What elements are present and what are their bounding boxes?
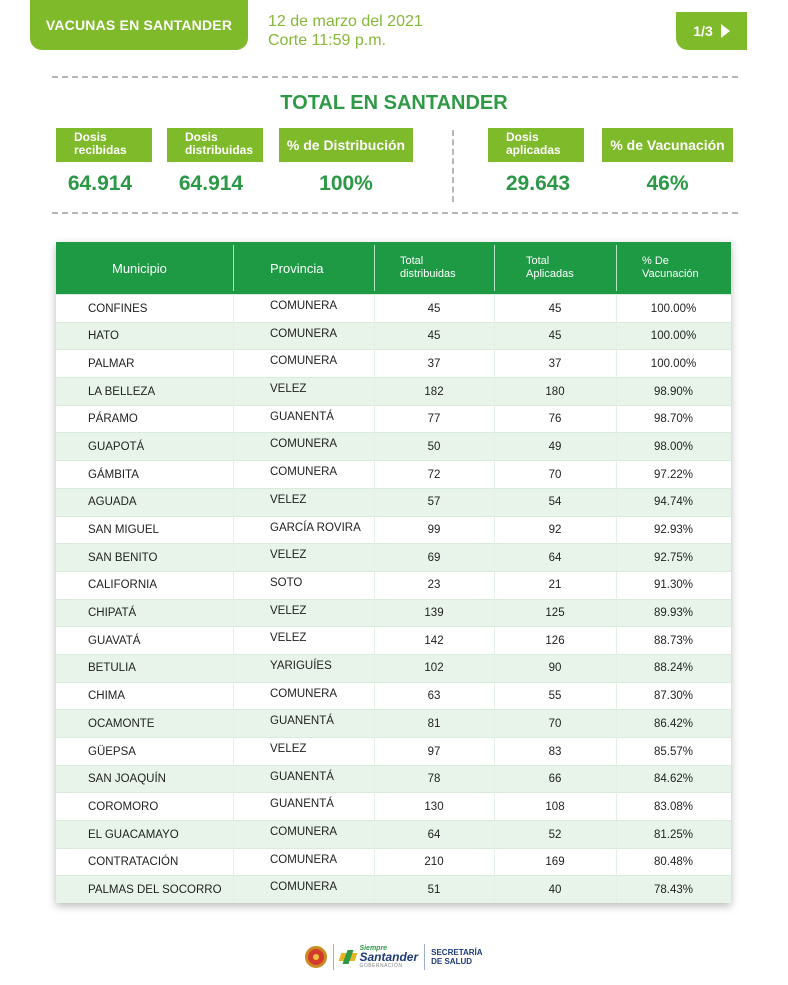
cell-pct-vacunacion: 89.93% [653, 607, 693, 620]
footer-divider [333, 944, 334, 970]
cell-aplicadas: 66 [548, 773, 562, 786]
cell-aplicadas: 76 [548, 413, 562, 426]
cell-provincia: COMUNERA [270, 853, 338, 866]
cell-pct-vacunacion: 100.00% [650, 357, 697, 370]
cell-provincia: VELEZ [270, 632, 307, 645]
cell-aplicadas: 55 [548, 690, 562, 703]
cell-distribuidas: 45 [427, 330, 441, 343]
table-body [56, 294, 731, 903]
header-pct-vacunacion: % De Vacunación [642, 255, 699, 280]
cell-pct-vacunacion: 88.24% [653, 662, 693, 675]
page-indicator-button[interactable] [676, 12, 747, 50]
cell-provincia: COMUNERA [270, 687, 338, 700]
table-header [56, 242, 731, 294]
cell-pct-vacunacion: 98.90% [653, 385, 693, 398]
cell-distribuidas: 142 [424, 634, 444, 647]
cell-aplicadas: 49 [548, 440, 562, 453]
cell-municipio: EL GUACAMAYO [88, 828, 179, 841]
cell-municipio: CONTRATACIÓN [88, 856, 179, 869]
report-date: 12 de marzo del 2021 [268, 13, 423, 30]
cell-distribuidas: 81 [427, 717, 441, 730]
cell-aplicadas: 21 [548, 579, 562, 592]
stat-label-pct-distribucion: % de Distribución [279, 128, 413, 162]
cell-provincia: COMUNERA [270, 881, 338, 894]
cell-distribuidas: 72 [427, 468, 441, 481]
cell-aplicadas: 83 [548, 745, 562, 758]
table-row [56, 294, 731, 322]
table-row [56, 875, 731, 903]
header-total-aplicadas: Total Aplicadas [526, 255, 574, 280]
cell-provincia: VELEZ [270, 743, 307, 755]
report-cutoff: Corte 11:59 p.m. [268, 32, 386, 49]
cell-provincia: COMUNERA [270, 355, 338, 368]
cell-pct-vacunacion: 81.25% [653, 828, 693, 841]
cell-distribuidas: 139 [424, 607, 444, 620]
cell-municipio: BETULIA [88, 662, 136, 675]
summary-separator [452, 130, 454, 202]
cell-aplicadas: 169 [545, 856, 565, 869]
brand-main-text: Santander [359, 949, 419, 964]
cell-pct-vacunacion: 100.00% [650, 330, 697, 343]
cell-aplicadas: 126 [545, 634, 565, 647]
cell-aplicadas: 45 [548, 302, 562, 315]
cell-pct-vacunacion: 92.75% [653, 551, 693, 564]
cell-aplicadas: 108 [545, 800, 565, 813]
date-block [268, 12, 423, 50]
column-divider [616, 294, 617, 903]
cell-provincia: COMUNERA [270, 466, 338, 479]
secretaria-line-2: DE SALUD [431, 957, 473, 966]
cell-municipio: SAN JOAQUÍN [88, 773, 166, 786]
summary-title: TOTAL EN SANTANDER [280, 92, 508, 114]
siempre-santander-logo [340, 944, 418, 971]
cell-provincia: GUANENTÁ [270, 410, 334, 423]
cell-municipio: CONFINES [88, 302, 148, 315]
cell-distribuidas: 45 [427, 302, 441, 315]
chevron-right-icon [721, 24, 730, 38]
cell-distribuidas: 69 [427, 551, 441, 564]
cell-distribuidas: 63 [427, 690, 441, 703]
cell-pct-vacunacion: 83.08% [653, 800, 693, 813]
stat-label-dosis-recibidas: Dosis recibidas [56, 128, 152, 162]
table-row [56, 848, 731, 876]
table-row [56, 737, 731, 765]
column-divider [233, 294, 234, 903]
divider-top [52, 76, 738, 78]
cell-provincia: GUANENTÁ [270, 770, 334, 783]
cell-pct-vacunacion: 98.00% [653, 440, 693, 453]
brand-top-text: Siempre [359, 944, 388, 952]
table-row [56, 682, 731, 710]
table-row [56, 626, 731, 654]
cell-aplicadas: 70 [548, 468, 562, 481]
divider-bottom [52, 212, 738, 214]
stat-label-dosis-aplicadas: Dosis aplicadas [488, 128, 584, 162]
cell-distribuidas: 50 [427, 440, 441, 453]
cell-aplicadas: 125 [545, 607, 565, 620]
cell-municipio: CALIFORNIA [88, 579, 158, 592]
secretaria-salud-logo [431, 948, 482, 966]
column-divider [494, 294, 495, 903]
cell-municipio: COROMORO [88, 800, 159, 813]
cell-municipio: OCAMONTE [88, 717, 155, 730]
stat-value-pct-vacunacion: 46% [646, 172, 689, 195]
table-row [56, 765, 731, 793]
cell-provincia: COMUNERA [270, 826, 338, 839]
cell-municipio: GÁMBITA [88, 468, 139, 481]
cell-distribuidas: 210 [424, 856, 444, 869]
cell-aplicadas: 90 [548, 662, 562, 675]
cell-municipio: PÁRAMO [88, 413, 138, 426]
header-provincia: Provincia [270, 260, 324, 276]
cell-municipio: PALMAR [88, 357, 135, 370]
cell-distribuidas: 182 [424, 385, 444, 398]
table-row [56, 820, 731, 848]
cell-pct-vacunacion: 100.00% [650, 302, 697, 315]
cell-provincia: SOTO [270, 576, 303, 589]
cell-provincia: COMUNERA [270, 327, 338, 340]
cell-aplicadas: 40 [548, 883, 562, 896]
cell-provincia: VELEZ [270, 493, 307, 506]
stat-value-pct-distribucion: 100% [319, 172, 373, 195]
cell-pct-vacunacion: 91.30% [653, 579, 693, 592]
cell-distribuidas: 77 [427, 413, 441, 426]
cell-aplicadas: 54 [548, 496, 562, 509]
table-row [56, 516, 731, 544]
cell-provincia: VELEZ [270, 549, 307, 562]
gobernacion-seal-icon [305, 946, 327, 968]
cell-distribuidas: 57 [427, 496, 441, 509]
cell-municipio: PALMAS DEL SOCORRO [88, 883, 222, 896]
cell-aplicadas: 92 [548, 524, 562, 536]
table-row [56, 322, 731, 350]
cell-distribuidas: 97 [427, 745, 441, 758]
cell-aplicadas: 52 [548, 828, 562, 841]
cell-pct-vacunacion: 84.62% [653, 773, 693, 786]
cell-municipio: GÜEPSA [88, 745, 136, 758]
cell-pct-vacunacion: 80.48% [653, 856, 693, 869]
cell-municipio: LA BELLEZA [88, 385, 156, 398]
cell-aplicadas: 37 [548, 357, 562, 370]
cell-municipio: CHIMA [88, 690, 126, 703]
cell-aplicadas: 64 [548, 551, 562, 564]
cell-pct-vacunacion: 87.30% [653, 690, 693, 703]
table-row [56, 488, 731, 516]
cell-pct-vacunacion: 94.74% [653, 496, 693, 509]
header-divider [233, 245, 234, 291]
cell-provincia: GARCÍA ROVIRA [270, 521, 361, 534]
brand-sub-text: GOBERNACIÓN [359, 962, 403, 969]
stat-label-dosis-distribuidas: Dosis distribuidas [167, 128, 263, 162]
column-divider [374, 294, 375, 903]
santander-leaf-icon [340, 950, 356, 964]
cell-provincia: VELEZ [270, 383, 307, 396]
cell-pct-vacunacion: 78.43% [653, 883, 693, 896]
cell-provincia: YARIGUÍES [270, 659, 332, 672]
stat-value-dosis-distribuidas: 64.914 [178, 172, 244, 195]
header-total-distribuidas: Total distribuidas [400, 255, 456, 280]
cell-distribuidas: 23 [427, 579, 441, 592]
table-row [56, 599, 731, 627]
table-row [56, 571, 731, 599]
cell-distribuidas: 130 [424, 800, 444, 813]
cell-municipio: GUAPOTÁ [88, 440, 145, 453]
cell-distribuidas: 64 [427, 828, 441, 841]
cell-aplicadas: 45 [548, 330, 562, 343]
cell-provincia: GUANENTÁ [270, 798, 334, 811]
cell-municipio: HATO [88, 330, 119, 343]
cell-distribuidas: 51 [427, 883, 441, 896]
secretaria-line-1: SECRETARÍA [431, 948, 483, 957]
cell-pct-vacunacion: 88.73% [653, 634, 693, 647]
table-row [56, 654, 731, 682]
header-divider [494, 245, 495, 291]
table-row [56, 377, 731, 405]
cell-aplicadas: 70 [548, 717, 562, 730]
cell-municipio: AGUADA [88, 496, 137, 509]
header-divider [616, 245, 617, 291]
cell-provincia: VELEZ [270, 604, 307, 617]
table-row [56, 543, 731, 571]
cell-municipio: SAN MIGUEL [88, 524, 159, 536]
cell-provincia: COMUNERA [270, 300, 338, 312]
cell-pct-vacunacion: 97.22% [653, 468, 693, 481]
cell-municipio: SAN BENITO [88, 551, 158, 564]
table-row [56, 709, 731, 737]
cell-municipio: GUAVATÁ [88, 634, 141, 647]
municipios-table [56, 242, 731, 903]
cell-pct-vacunacion: 86.42% [653, 717, 693, 730]
cell-distribuidas: 99 [427, 524, 441, 536]
footer-logos [0, 940, 788, 974]
cell-distribuidas: 78 [427, 773, 441, 786]
table-row [56, 460, 731, 488]
table-row [56, 349, 731, 377]
cell-provincia: COMUNERA [270, 438, 338, 451]
cell-pct-vacunacion: 98.70% [653, 413, 693, 426]
header-municipio: Municipio [112, 260, 167, 276]
cell-distribuidas: 102 [424, 662, 444, 675]
header-divider [374, 245, 375, 291]
table-row [56, 405, 731, 433]
footer-divider [424, 944, 425, 970]
cell-provincia: GUANENTÁ [270, 715, 334, 728]
cell-municipio: CHIPATÁ [88, 607, 137, 620]
cell-pct-vacunacion: 85.57% [653, 745, 693, 758]
cell-pct-vacunacion: 92.93% [653, 524, 693, 536]
cell-distribuidas: 37 [427, 357, 441, 370]
table-row [56, 432, 731, 460]
stat-label-pct-vacunacion: % de Vacunación [602, 128, 733, 162]
table-row [56, 792, 731, 820]
stat-value-dosis-recibidas: 64.914 [67, 172, 133, 195]
page-indicator-label: 1/3 [693, 23, 713, 39]
title-tag: VACUNAS EN SANTANDER [30, 0, 248, 50]
cell-aplicadas: 180 [545, 385, 565, 398]
stat-value-dosis-aplicadas: 29.643 [505, 172, 571, 195]
